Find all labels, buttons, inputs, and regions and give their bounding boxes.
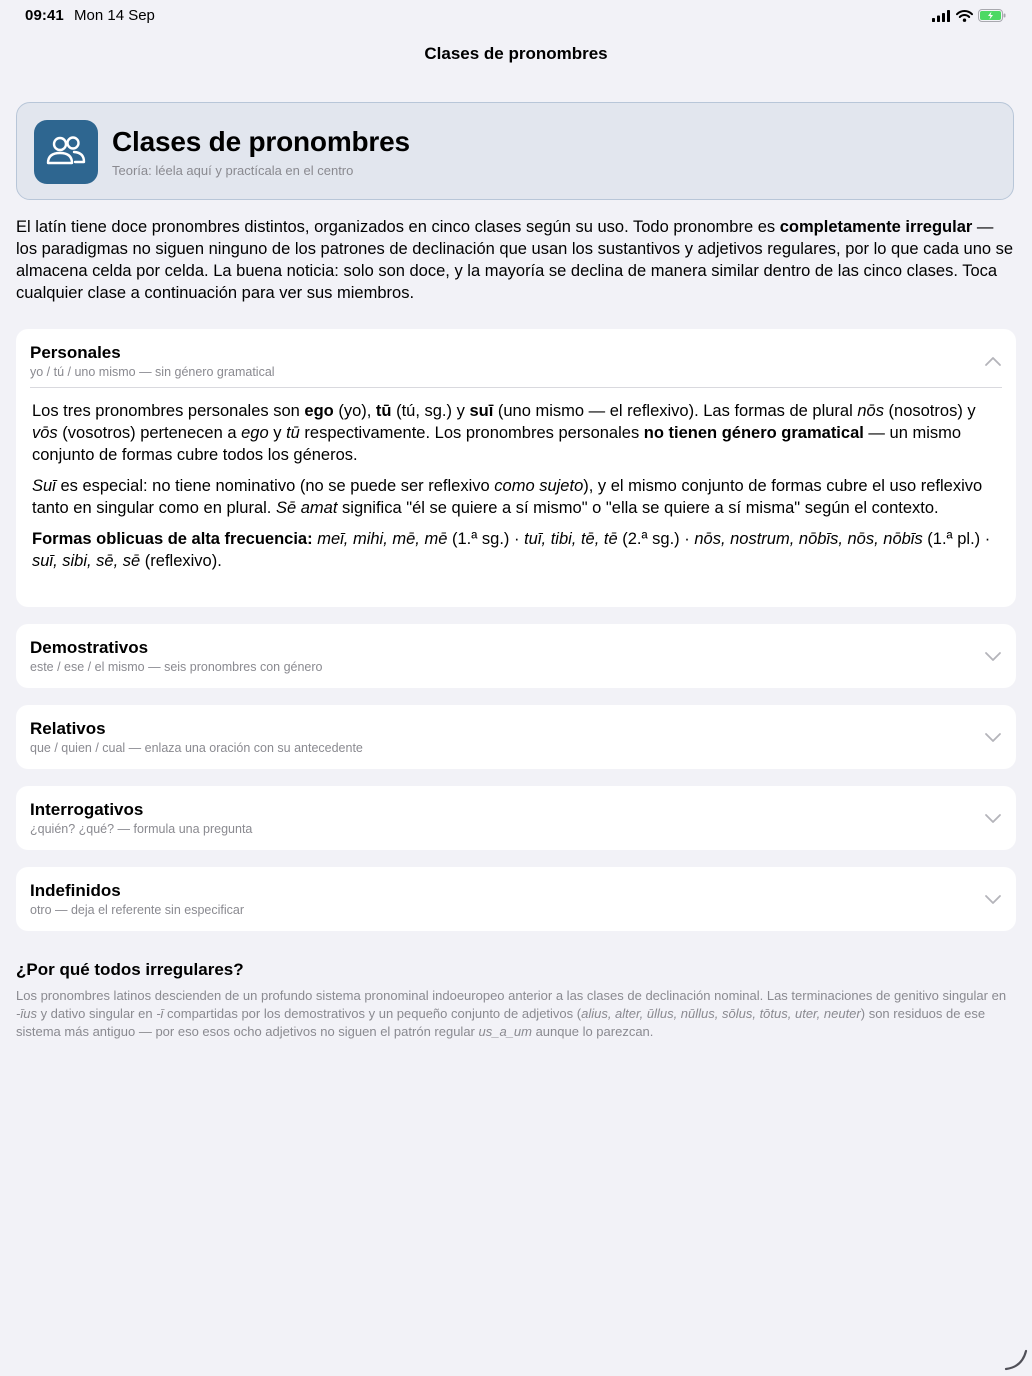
nav-title: Clases de pronombres: [424, 44, 608, 63]
intro-text: El latín tiene doce pronombres distintos, organizados en cinco clases según su uso. Todo pronombre es: [16, 218, 780, 236]
intro-text-cont: — los paradigmas no siguen ninguno de los patrones de declinación que usan los sustantivos y adjetivos regulares, por lo que cada uno se almacena celda por celda. La buena noticia: solo son doce, y la mayoría se declina de manera similar dentro de las cinco clases. Toca cualquier clase a continuación para ver sus miembros.: [16, 218, 1014, 302]
why-title: ¿Por qué todos irregulares?: [16, 960, 244, 979]
wifi-icon: [956, 10, 973, 22]
section-personales[interactable]: [16, 329, 1016, 607]
section-title: Personales: [30, 343, 121, 362]
chevron-down-icon[interactable]: [984, 893, 1002, 905]
status-date: Mon 14 Sep: [74, 7, 155, 24]
status-bar: [0, 0, 1032, 32]
personales-paragraph-3: Formas oblicuas de alta frecuencia: meī, mihi, mē, mē (1.ª sg.) · tuī, tibi, tē, tē (2.ª sg.) · nōs, nostrum, nōbīs, nōs, nōbīs (1.ª pl.) · suī, sibi, sē, sē (reflexivo).: [32, 530, 991, 570]
intro-paragraph: [16, 216, 1016, 304]
section-indefinidos[interactable]: [16, 867, 1016, 931]
header-subtitle: Teoría: léela aquí y practícala en el centro: [112, 163, 354, 178]
battery-charging-icon: [978, 9, 1006, 22]
personales-paragraph-1: Los tres pronombres personales son ego (yo), tū (tú, sg.) y suī (uno mismo — el reflexivo). Las formas de plural nōs (nosotros) y vōs (vosotros) pertenecen a ego y tū respectivamente. Los pronombres personales no tienen género gramatical — un mismo conjunto de formas cubre todos los géneros.: [32, 402, 976, 464]
section-title: Relativos: [30, 719, 106, 738]
chevron-down-icon[interactable]: [984, 812, 1002, 824]
corner-resize-icon: [1004, 1347, 1028, 1371]
section-interrogativos[interactable]: [16, 786, 1016, 850]
section-subtitle: otro — deja el referente sin especificar: [30, 903, 244, 917]
chevron-down-icon[interactable]: [984, 650, 1002, 662]
section-title: Indefinidos: [30, 881, 121, 900]
section-subtitle: este / ese / el mismo — seis pronombres con género: [30, 660, 323, 674]
chevron-down-icon[interactable]: [984, 731, 1002, 743]
section-title: Demostrativos: [30, 638, 149, 657]
section-divider: [30, 387, 1002, 388]
people-icon: [34, 120, 98, 184]
section-body: [32, 400, 1002, 581]
cellular-signal-icon: [932, 10, 951, 22]
section-title: Interrogativos: [30, 800, 144, 819]
why-paragraph: Los pronombres latinos descienden de un profundo sistema pronominal indoeuropeo anterior a las clases de declinación nominal. Las terminaciones de genitivo singular en -īus y dativo singular en -ī compartidas por los demostrativos y un pequeño conjunto de adjetivos (alius, alter, ūllus, nūllus, sōlus, tōtus, uter, neuter) son residuos de ese sistema más antiguo — por eso esos ocho adjetivos no siguen el patrón regular us_a_um aunque lo parezcan.: [16, 988, 1007, 1039]
intro-emphasis: completamente irregular: [779, 218, 973, 236]
header-card: [16, 102, 1014, 200]
section-subtitle: que / quien / cual — enlaza una oración con su antecedente: [30, 741, 363, 755]
chevron-up-icon[interactable]: [984, 355, 1002, 367]
section-relativos[interactable]: [16, 705, 1016, 769]
personales-paragraph-2: Suī es especial: no tiene nominativo (no se puede ser reflexivo como sujeto), y el mismo conjunto de formas cubre el uso reflexivo tanto en singular como en plural. Sē amat significa "él se quiere a sí mismo" o "ella se quiere a sí misma" según el contexto.: [32, 477, 983, 517]
status-icons: [932, 9, 1006, 22]
section-subtitle: ¿quién? ¿qué? — formula una pregunta: [30, 822, 253, 836]
section-subtitle: yo / tú / uno mismo — sin género gramatical: [30, 365, 275, 379]
header-title: Clases de pronombres: [112, 126, 410, 157]
status-time: 09:41: [25, 7, 64, 24]
section-demostrativos[interactable]: [16, 624, 1016, 688]
